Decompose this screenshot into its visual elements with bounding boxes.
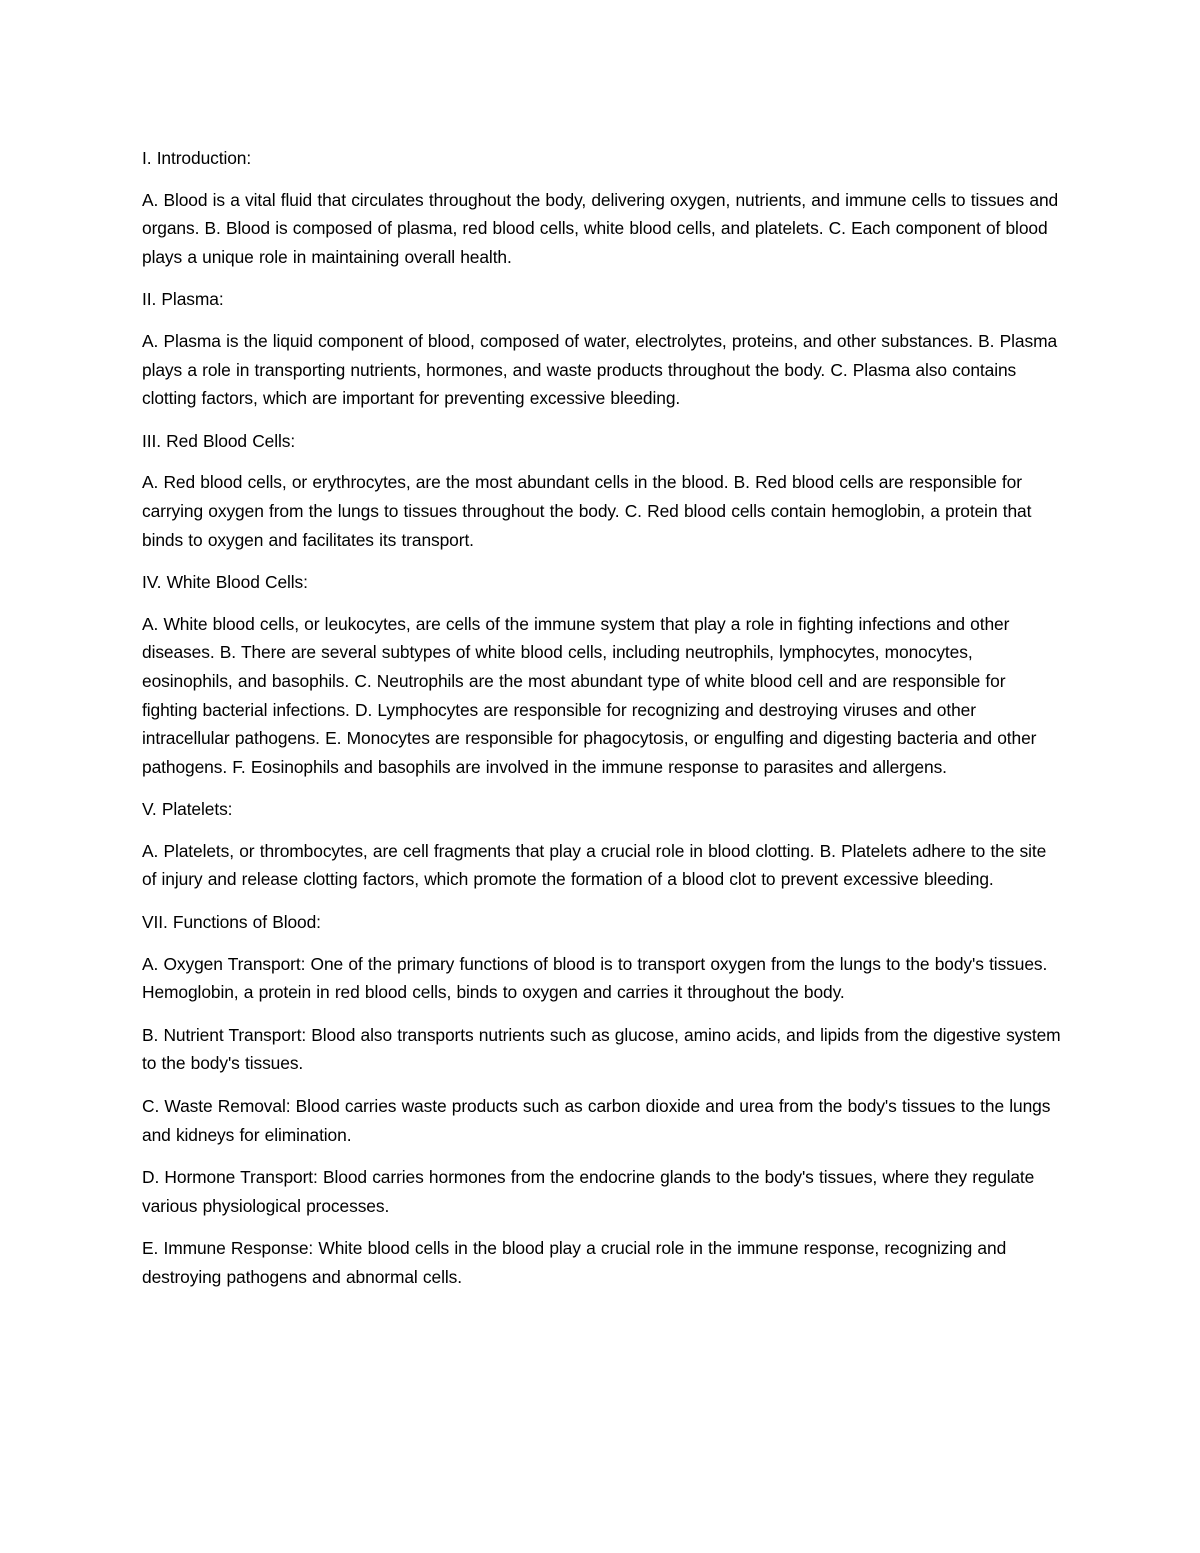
red-blood-cells-paragraph: A. Red blood cells, or erythrocytes, are the most abundant cells in the blood. B. Red blood cells are responsible for carrying oxygen from the lungs to tissues throughout the body. C. Red blood cells contain hemoglobin, a protein that binds to oxygen and facilitates its transport. [142, 472, 1032, 550]
section-heading-plasma: II. Plasma: [142, 289, 224, 310]
section-heading-introduction: I. Introduction: [142, 148, 252, 168]
function-hormone-transport: D. Hormone Transport: Blood carries hormones from the endocrine glands to the body's tissues, where they regulate various physiological processes. [142, 1167, 1035, 1216]
section-heading-red-blood-cells: III. Red Blood Cells: [142, 430, 296, 451]
section-heading-white-blood-cells: IV. White Blood Cells: [142, 572, 308, 593]
function-nutrient-transport: B. Nutrient Transport: Blood also transports nutrients such as glucose, amino acids, and lipids from the digestive system to the body's tissues. [142, 1024, 1061, 1074]
section-heading-functions-of-blood: VII. Functions of Blood: [142, 912, 321, 933]
plasma-paragraph: A. Plasma is the liquid component of blood, composed of water, electrolytes, proteins, and other substances. B. Plasma plays a role in transporting nutrients, hormones, and waste products throughout the body. C. Plasma also contains clotting factors, which are important for preventing excessive bleeding. [142, 330, 1058, 409]
function-immune-response: E. Immune Response: White blood cells in the blood play a crucial role in the immune response, recognizing and destroying pathogens and abnormal cells. [142, 1238, 1007, 1287]
function-oxygen-transport: A. Oxygen Transport: One of the primary functions of blood is to transport oxygen from the lungs to the body's tissues. Hemoglobin, a protein in red blood cells, binds to oxygen and carries it throughout the body. [142, 953, 1048, 1003]
introduction-paragraph: A. Blood is a vital fluid that circulates throughout the body, delivering oxygen, nutrients, and immune cells to tissues and organs. B. Blood is composed of plasma, red blood cells, white blood cells, and platelets. C. Each component of blood plays a unique role in maintaining overall health. [142, 189, 1059, 267]
platelets-paragraph: A. Platelets, or thrombocytes, are cell fragments that play a crucial role in blood clotting. B. Platelets adhere to the site of injury and release clotting factors, which promote the formation of a blood clot to prevent excessive bleeding. [142, 840, 1047, 890]
white-blood-cells-paragraph: A. White blood cells, or leukocytes, are cells of the immune system that play a role in fighting infections and other diseases. B. There are several subtypes of white blood cells, including neutrophils, lymphocytes, monocytes, eosinophils, and basophils. C. Neutrophils are the most abundant type of white blood cell and are responsible for fighting bacterial infections. D. Lymphocytes are responsible for recognizing and destroying viruses and other intracellular pathogens. E. Monocytes are responsible for phagocytosis, or engulfing and digesting bacteria and other pathogens. F. Eosinophils and basophils are involved in the immune response to parasites and allergens. [142, 613, 1037, 777]
function-waste-removal: C. Waste Removal: Blood carries waste products such as carbon dioxide and urea from the body's tissues to the lungs and kidneys for elimination. [142, 1096, 1051, 1145]
section-heading-platelets: V. Platelets: [142, 799, 233, 820]
document-page [142, 144, 1062, 1306]
